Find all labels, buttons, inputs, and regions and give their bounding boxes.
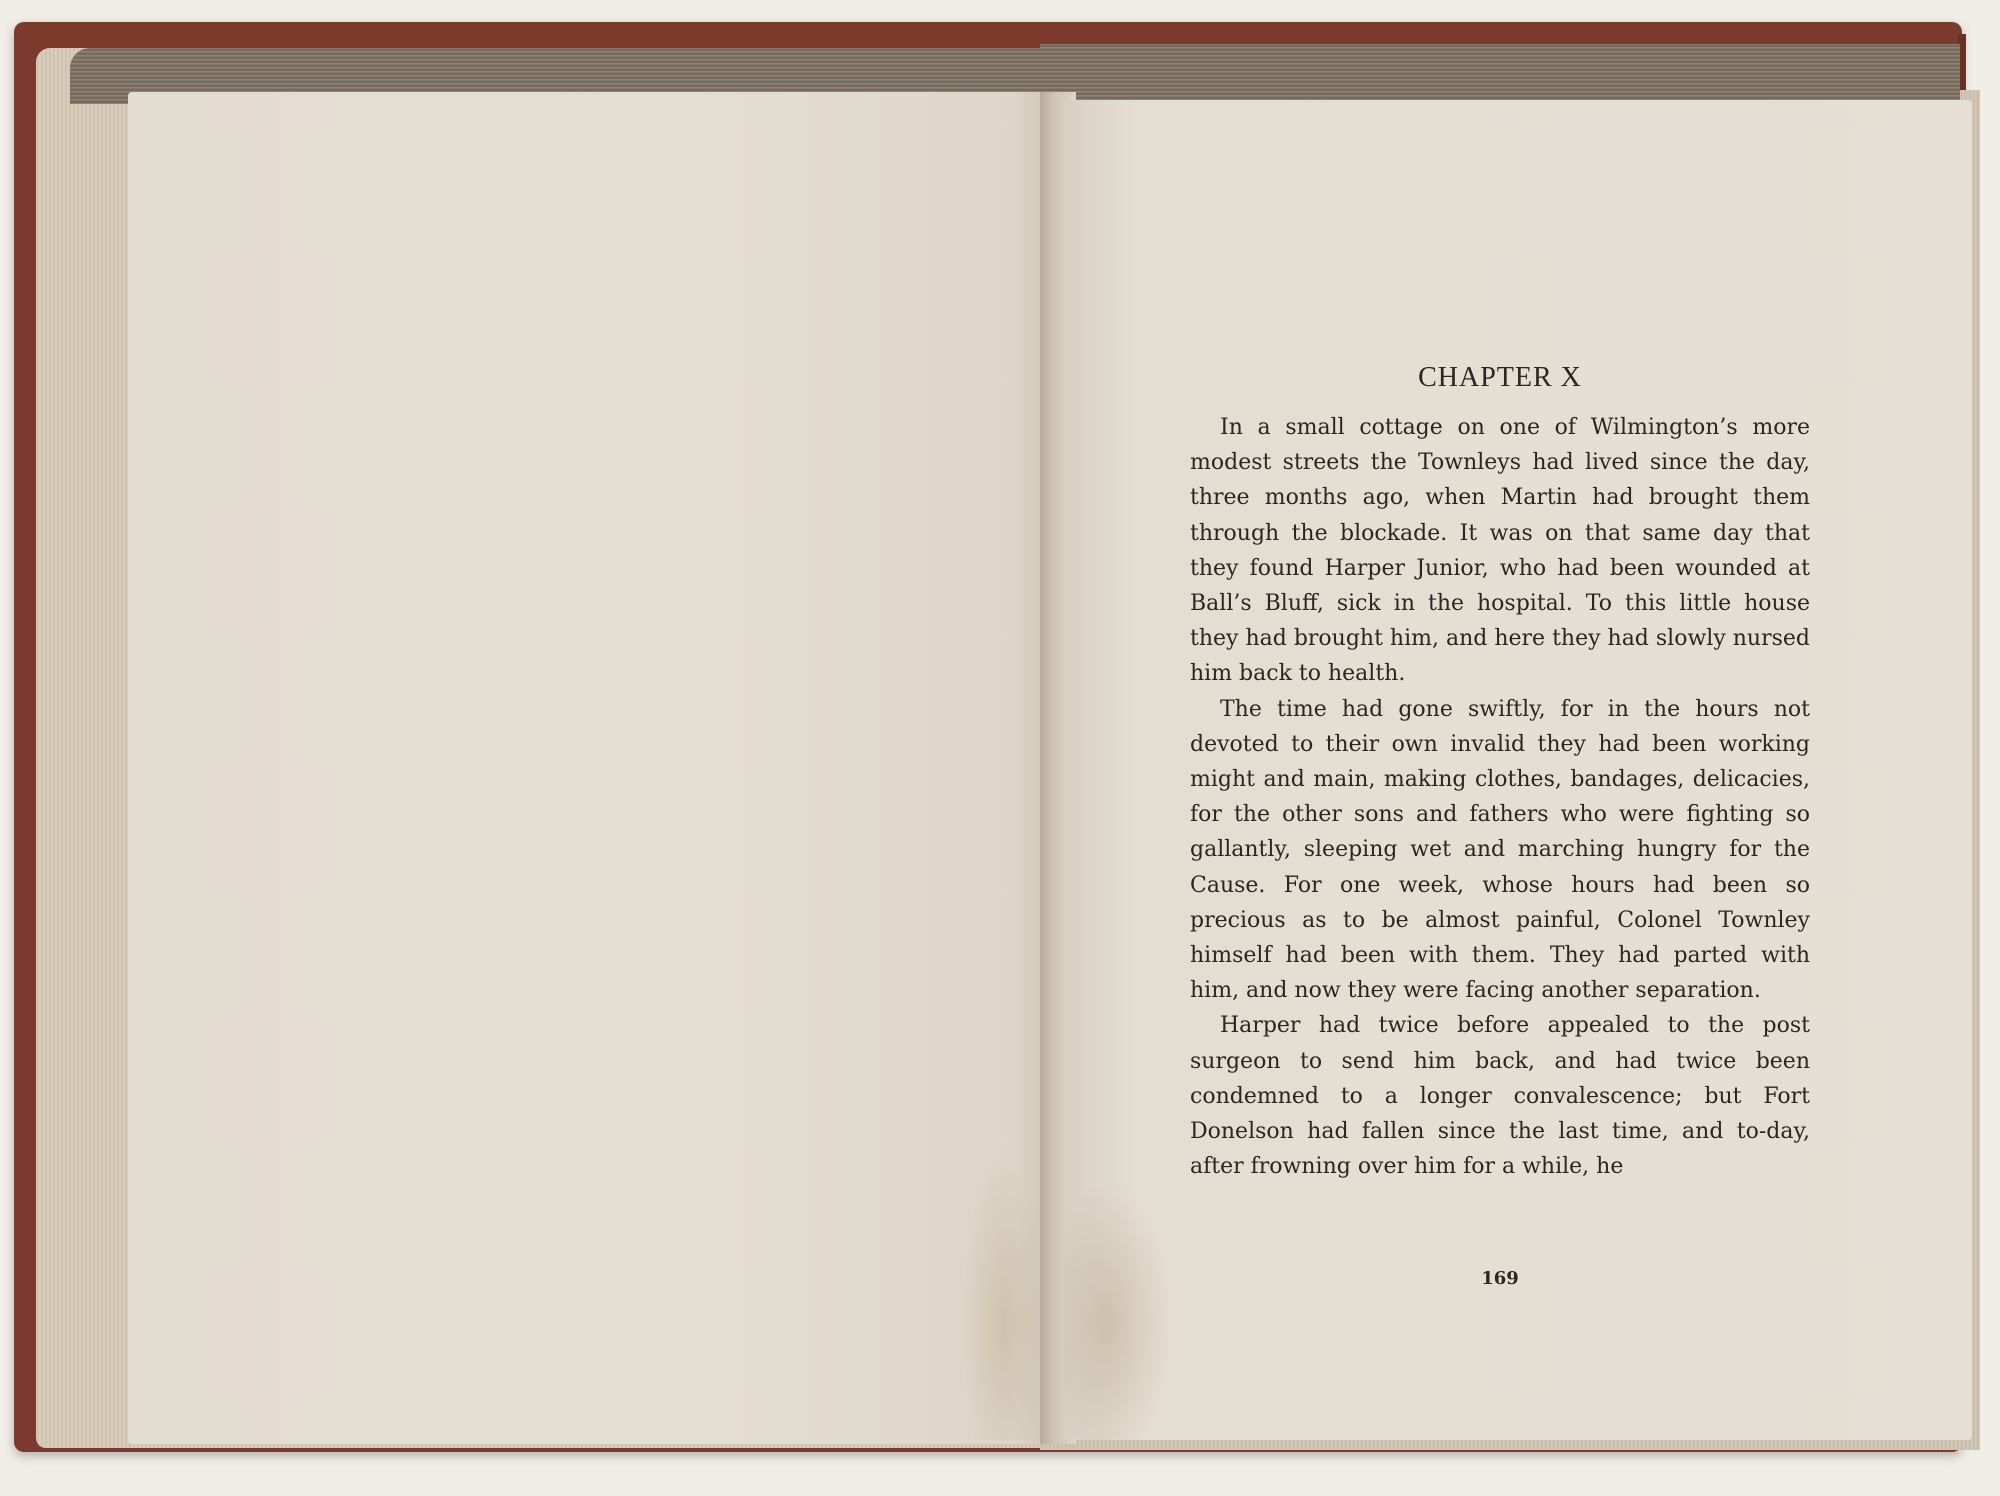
paragraph-1: In a small cottage on one of Wilmington’s more modest streets the Townleys had lived since the day, three months ago, when Martin had brought them through the blockade. It was on that same day that they found Harper Junior, who had been wounded at Ball’s Bluff, sick in the hospital. To this little house they had brought him, and here they had slowly nursed him back to health.	[1190, 415, 1810, 687]
chapter-title: CHAPTER X	[1418, 362, 1582, 393]
right-page-stack-top	[1040, 44, 1960, 100]
page-text-block	[1190, 358, 1810, 1184]
left-blank-page	[128, 92, 1062, 1444]
page-number: 169	[1481, 1268, 1519, 1289]
paragraph-3: Harper had twice before appealed to the post surgeon to send him back, and had twice been condemned to a longer convalescence; but Fort Donelson had fallen since the last time, and to-day, after frowning over him for a while, he	[1190, 1013, 1810, 1180]
paragraph-2: The time had gone swiftly, for in the hours not devoted to their own invalid they had been working might and main, making clothes, bandages, delicacies, for the other sons and fathers who were fighting so gallantly, sleeping wet and marching hungry for the Cause. For one week, whose hours had been so precious as to be almost painful, Colonel Townley himself had been with them. They had parted with him, and now they were facing another separation.	[1190, 696, 1810, 1004]
left-page-stain	[960, 1150, 1050, 1440]
right-page-stain	[1064, 1180, 1174, 1440]
